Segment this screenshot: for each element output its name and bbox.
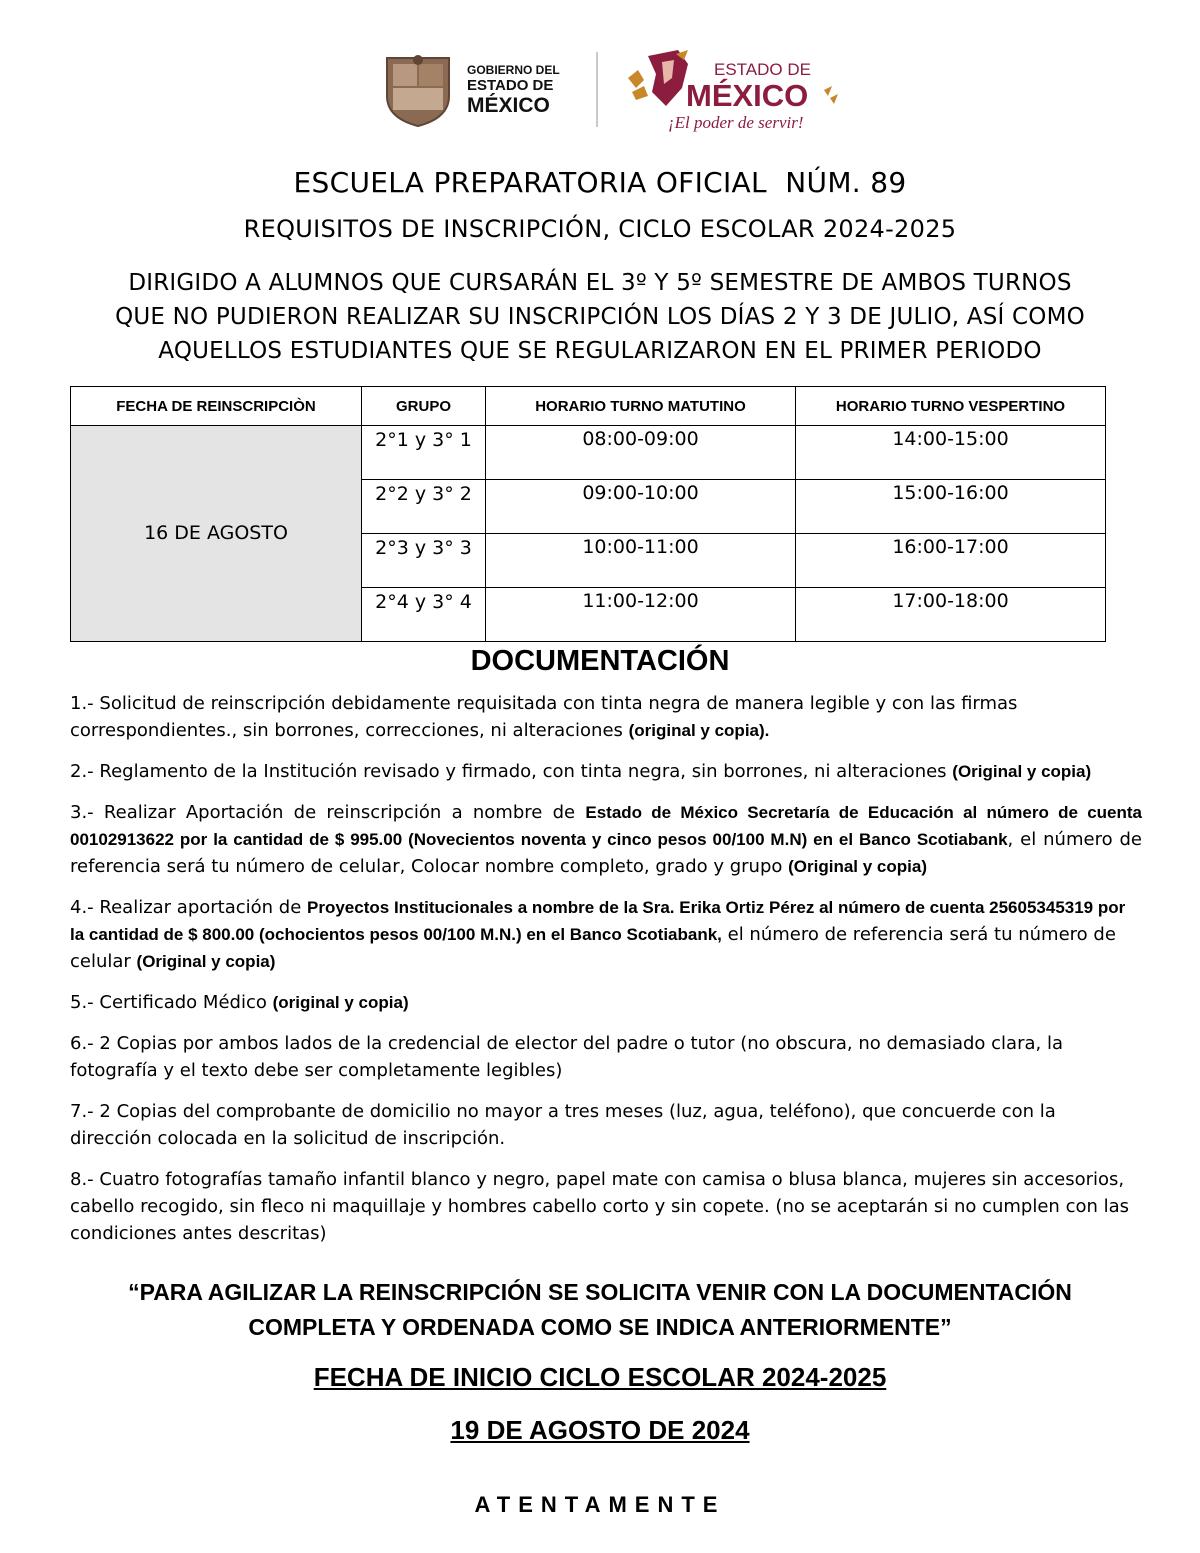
group-cell: 2°4 y 3° 4: [362, 588, 486, 642]
morning-time-cell: 09:00-10:00: [486, 480, 796, 534]
notice-line: COMPLETA Y ORDENADA COMO SE INDICA ANTERIORMENTE”: [248, 1314, 952, 1340]
documentation-title: DOCUMENTACIÓN: [470, 645, 730, 677]
list-item: [70, 1166, 1142, 1247]
logo-divider: [596, 52, 598, 127]
school-year-start-date: 19 DE AGOSTO DE 2024: [450, 1415, 750, 1445]
morning-time-cell: 10:00-11:00: [486, 534, 796, 588]
item-bold-text: (Original y copia): [952, 762, 1092, 781]
school-title: ESCUELA PREPARATORIA OFICIAL NÚM. 89: [293, 166, 907, 199]
closing-attentamente: ATENTAMENTE: [474, 1492, 726, 1517]
item-bold-text: (Original y copia): [136, 952, 276, 971]
estado-de-mexico-brand-logo: [622, 48, 852, 133]
item-bold-text: (original y copia): [272, 993, 409, 1012]
column-header-afternoon: HORARIO TURNO VESPERTINO: [796, 387, 1106, 426]
item-bold-text: Estado de México Secretaría de Educación al número de cuenta 00102913622 por la cantidad de $ 995.00 (Novecientos noventa y cinco pesos 00/100 M.N) en el Banco Scotiabank: [70, 803, 1142, 849]
enrollment-requirements-subtitle: REQUISITOS DE INSCRIPCIÓN, CICLO ESCOLAR 2024-2025: [243, 215, 957, 243]
gobierno-edomex-logo: [383, 52, 583, 127]
group-cell: 2°2 y 3° 2: [362, 480, 486, 534]
item-text: , el número de referencia será tu número de celular, Colocar nombre completo, grado y grupo: [70, 829, 1142, 877]
item-text: 8.- Cuatro fotografías tamaño infantil blanco y negro, papel mate con camisa o blusa blanca, mujeres sin accesorios, cabello recogido, sin fleco ni maquillaje y hombres cabello corto y sin copete. (no se aceptarán si no cumplen con las condiciones antes descritas): [70, 1169, 1130, 1244]
svg-text:MÉXICO: MÉXICO: [467, 94, 550, 117]
afternoon-time-cell: 17:00-18:00: [796, 588, 1106, 642]
table-header-row: [71, 387, 1106, 426]
group-cell: 2°3 y 3° 3: [362, 534, 486, 588]
column-header-group: GRUPO: [362, 387, 486, 426]
list-item: [70, 1030, 1142, 1084]
directed-to-line: QUE NO PUDIERON REALIZAR SU INSCRIPCIÓN LOS DÍAS 2 Y 3 DE JULIO, ASÍ COMO: [115, 304, 1085, 330]
list-item: [70, 1098, 1142, 1152]
item-text: 6.- 2 Copias por ambos lados de la credencial de elector del padre o tutor (no obscura, no demasiado clara, la fotografía y el texto debe ser completamente legibles): [70, 1033, 1063, 1081]
column-header-morning: HORARIO TURNO MATUTINO: [486, 387, 796, 426]
morning-time-cell: 08:00-09:00: [486, 426, 796, 480]
school-year-start-label: FECHA DE INICIO CICLO ESCOLAR 2024-2025: [313, 1362, 887, 1392]
item-text: 1.- Solicitud de reinscripción debidamente requisitada con tinta negra de manera legible y con las firmas correspondientes., sin borrones, correcciones, ni alteraciones: [70, 693, 1018, 741]
afternoon-time-cell: 14:00-15:00: [796, 426, 1106, 480]
svg-text:ESTADO DE: ESTADO DE: [467, 77, 554, 94]
list-item: [70, 799, 1142, 880]
item-text: 3.- Realizar Aportación de reinscripción a nombre de: [70, 802, 586, 823]
item-bold-text: (original y copia).: [628, 721, 770, 740]
table-row: [71, 426, 1106, 480]
coat-of-arms-icon: [383, 52, 583, 127]
svg-text:¡El poder de servir!: ¡El poder de servir!: [668, 113, 804, 132]
edomex-emblem-icon: [622, 48, 852, 133]
documentation-notice: [0, 1275, 1200, 1345]
afternoon-time-cell: 16:00-17:00: [796, 534, 1106, 588]
list-item: [70, 690, 1142, 744]
reenrollment-date-cell: 16 DE AGOSTO: [71, 426, 362, 642]
group-cell: 2°1 y 3° 1: [362, 426, 486, 480]
svg-text:ESTADO DE: ESTADO DE: [714, 60, 811, 79]
item-text: 7.- 2 Copias del comprobante de domicilio no mayor a tres meses (luz, agua, teléfono), que concuerde con la dirección colocada en la solicitud de inscripción.: [70, 1101, 1056, 1149]
item-text: 4.- Realizar aportación de: [70, 897, 308, 918]
svg-text:MÉXICO: MÉXICO: [686, 78, 809, 113]
directed-to-line: DIRIGIDO A ALUMNOS QUE CURSARÁN EL 3º Y 5º SEMESTRE DE AMBOS TURNOS: [128, 270, 1072, 296]
item-bold-text: Proyectos Institucionales a nombre de la Sra. Erika Ortiz Pérez al número de cuenta 25605345319 por la cantidad de $ 800.00 (ochocientos pesos 00/100 M.N.) en el Banco Scotiabank,: [70, 898, 1126, 944]
notice-line: “PARA AGILIZAR LA REINSCRIPCIÓN SE SOLICITA VENIR CON LA DOCUMENTACIÓN: [128, 1279, 1072, 1305]
item-text: 2.- Reglamento de la Institución revisado y firmado, con tinta negra, sin borrones, ni alteraciones: [70, 761, 953, 782]
afternoon-time-cell: 15:00-16:00: [796, 480, 1106, 534]
list-item: [70, 894, 1142, 975]
directed-to-notice: [0, 266, 1200, 368]
documentation-list: [70, 690, 1142, 1261]
item-text: 5.- Certificado Médico: [70, 992, 273, 1013]
svg-text:GOBIERNO DEL: GOBIERNO DEL: [467, 63, 560, 77]
item-text: el número de referencia será tu número de celular: [70, 924, 1116, 972]
column-header-date: FECHA DE REINSCRIPCIÒN: [71, 387, 362, 426]
reenrollment-schedule-table: [70, 386, 1106, 642]
morning-time-cell: 11:00-12:00: [486, 588, 796, 642]
list-item: [70, 989, 1142, 1016]
directed-to-line: AQUELLOS ESTUDIANTES QUE SE REGULARIZARON EN EL PRIMER PERIODO: [158, 338, 1042, 364]
item-bold-text: (Original y copia): [788, 857, 927, 876]
list-item: [70, 758, 1142, 785]
